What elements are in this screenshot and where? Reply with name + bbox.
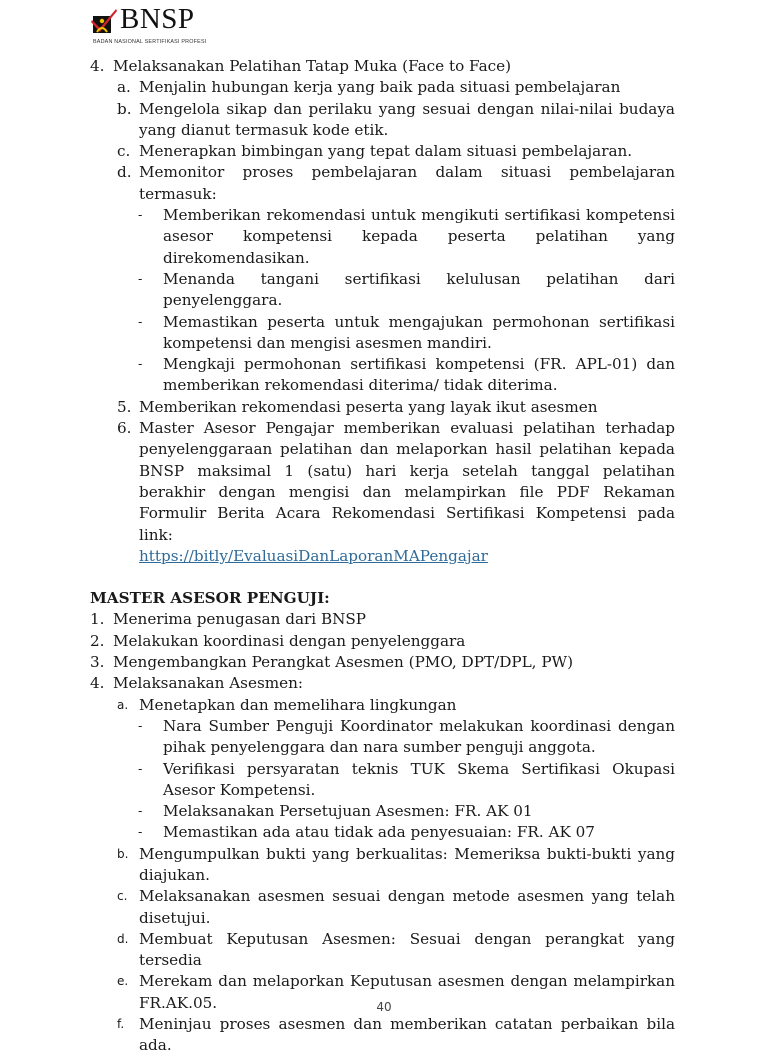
- bullet-dash: -: [138, 271, 143, 286]
- list-item: [90, 652, 675, 673]
- item-text: Meninjau proses asesmen dan memberikan catatan perbaikan bila ada.: [139, 1015, 675, 1055]
- link-row: [90, 546, 675, 567]
- list-item: [90, 631, 675, 652]
- item-letter: d.: [117, 931, 129, 946]
- item-letter: d.: [117, 163, 132, 182]
- bullet-item: [90, 205, 675, 269]
- item-text: Melaksanakan Pelatihan Tatap Muka (Face to Face): [113, 57, 512, 75]
- item-letter: c.: [117, 142, 131, 161]
- item-text: Mengelola sikap dan perilaku yang sesuai dengan nilai-nilai budaya yang dianut termasuk kode etik.: [139, 99, 675, 139]
- item-text: Master Asesor Pengajar memberikan evaluasi pelatihan terhadap penyelenggaraan pelatihan dan melaporkan hasil pelatihan kepada BNSP maksimal 1 (satu) hari kerja setelah tanggal pelatihan berakhir dengan mengisi dan melampirkan file PDF Rekaman Formulir Berita Acara Rekomendasi Sertifikasi Kompetensi pada link:: [139, 419, 675, 544]
- logo-subtitle: BADAN NASIONAL SERTIFIKASI PROFESI: [93, 39, 207, 45]
- item-text: Melaksanakan Asesmen:: [113, 674, 304, 693]
- item-text: Membuat Keputusan Asesmen: Sesuai dengan perangkat yang tersedia: [139, 929, 675, 970]
- item-letter: c.: [117, 889, 128, 904]
- item-letter: a.: [117, 78, 131, 97]
- bullet-item: [90, 716, 675, 759]
- bullet-item: [90, 822, 675, 843]
- item-letter: f.: [117, 1017, 125, 1032]
- list-item: [90, 609, 675, 630]
- item-letter: e.: [117, 974, 129, 989]
- item-text: Verifikasi persyaratan teknis TUK Skema Sertifikasi Okupasi Asesor Kompetensi.: [163, 759, 675, 799]
- page-number: 40: [376, 1000, 392, 1014]
- list-item: [90, 1014, 675, 1057]
- item-letter: b.: [117, 846, 129, 861]
- bullet-dash: -: [138, 761, 143, 776]
- bullet-dash: -: [138, 357, 143, 372]
- list-item: [90, 418, 675, 546]
- list-item: [90, 162, 675, 205]
- evaluation-report-link[interactable]: https://bitly/EvaluasiDanLaporanMAPengajar: [139, 546, 488, 565]
- bullet-dash: -: [138, 314, 143, 329]
- item-text: Memonitor proses pembelajaran dalam situasi pembelajaran termasuk:: [139, 163, 675, 203]
- bullet-item: [90, 269, 675, 312]
- bullet-item: [90, 312, 675, 355]
- list-item: [90, 929, 675, 972]
- item-text: Merekam dan melaporkan Keputusan asesmen dengan melampirkan FR.AK.05.: [139, 972, 675, 1012]
- list-item: [90, 397, 675, 418]
- bnsp-emblem-icon: [90, 8, 118, 36]
- section-heading: MASTER ASESOR PENGUJI:: [90, 589, 330, 608]
- list-item: [90, 99, 675, 142]
- item-number: 6.: [117, 419, 132, 438]
- item-number: 4.: [90, 57, 105, 75]
- item-text: Mengembangkan Perangkat Asesmen (PMO, DPT/DPL, PW): [113, 653, 574, 672]
- item-letter: b.: [117, 99, 132, 118]
- list-item: [90, 77, 675, 98]
- bullet-dash: -: [138, 208, 143, 223]
- item-text: Menerapkan bimbingan yang tepat dalam situasi pembelajaran.: [139, 142, 633, 161]
- item-text: Melaksanakan asesmen sesuai dengan metode asesmen yang telah disetujui.: [139, 887, 675, 927]
- item-number: 3.: [90, 653, 105, 672]
- list-item: [90, 56, 675, 77]
- item-text: Menanda tangani sertifikasi kelulusan pelatihan dari penyelenggara.: [163, 269, 675, 310]
- bullet-item: [90, 354, 675, 397]
- bullet-item: [90, 759, 675, 802]
- bullet-dash: -: [138, 804, 143, 819]
- bullet-dash: -: [138, 718, 143, 733]
- bullet-item: [90, 801, 675, 822]
- bnsp-logo: [90, 3, 230, 46]
- item-number: 2.: [90, 631, 105, 650]
- item-letter: a.: [117, 697, 129, 712]
- list-item: [90, 844, 675, 887]
- list-item: [90, 673, 675, 694]
- item-text: Mengkaji permohonan sertifikasi kompetensi (FR. APL-01) dan memberikan rekomendasi diterima/ tidak diterima.: [163, 355, 675, 395]
- document-body: [90, 56, 675, 1057]
- item-text: Melakukan koordinasi dengan penyelenggara: [113, 631, 466, 650]
- item-number: 1.: [90, 610, 105, 629]
- item-text: Nara Sumber Penguji Koordinator melakukan koordinasi dengan pihak penyelenggara dan nara sumber penguji anggota.: [163, 716, 675, 757]
- item-text: Menetapkan dan memelihara lingkungan: [139, 695, 457, 714]
- item-text: Melaksanakan Persetujuan Asesmen: FR. AK 01: [163, 802, 533, 821]
- item-text: Memastikan ada atau tidak ada penyesuaian: FR. AK 07: [163, 823, 595, 842]
- item-text: Menjalin hubungan kerja yang baik pada situasi pembelajaran: [139, 78, 621, 97]
- item-text: Memberikan rekomendasi untuk mengikuti sertifikasi kompetensi asesor kompetensi kepada peserta pelatihan yang direkomendasikan.: [163, 206, 675, 267]
- list-item: [90, 695, 675, 716]
- list-item: [90, 886, 675, 929]
- item-text: Menerima penugasan dari BNSP: [113, 610, 367, 629]
- item-text: Memastikan peserta untuk mengajukan permohonan sertifikasi kompetensi dan mengisi asesmen mandiri.: [163, 312, 675, 352]
- item-text: Mengumpulkan bukti yang berkualitas: Memeriksa bukti-bukti yang diajukan.: [139, 844, 675, 884]
- item-number: 5.: [117, 397, 132, 416]
- logo-text: BNSP: [120, 3, 195, 35]
- bullet-dash: -: [138, 825, 143, 840]
- item-number: 4.: [90, 674, 105, 693]
- item-text: Memberikan rekomendasi peserta yang layak ikut asesmen: [139, 397, 598, 416]
- list-item: [90, 141, 675, 162]
